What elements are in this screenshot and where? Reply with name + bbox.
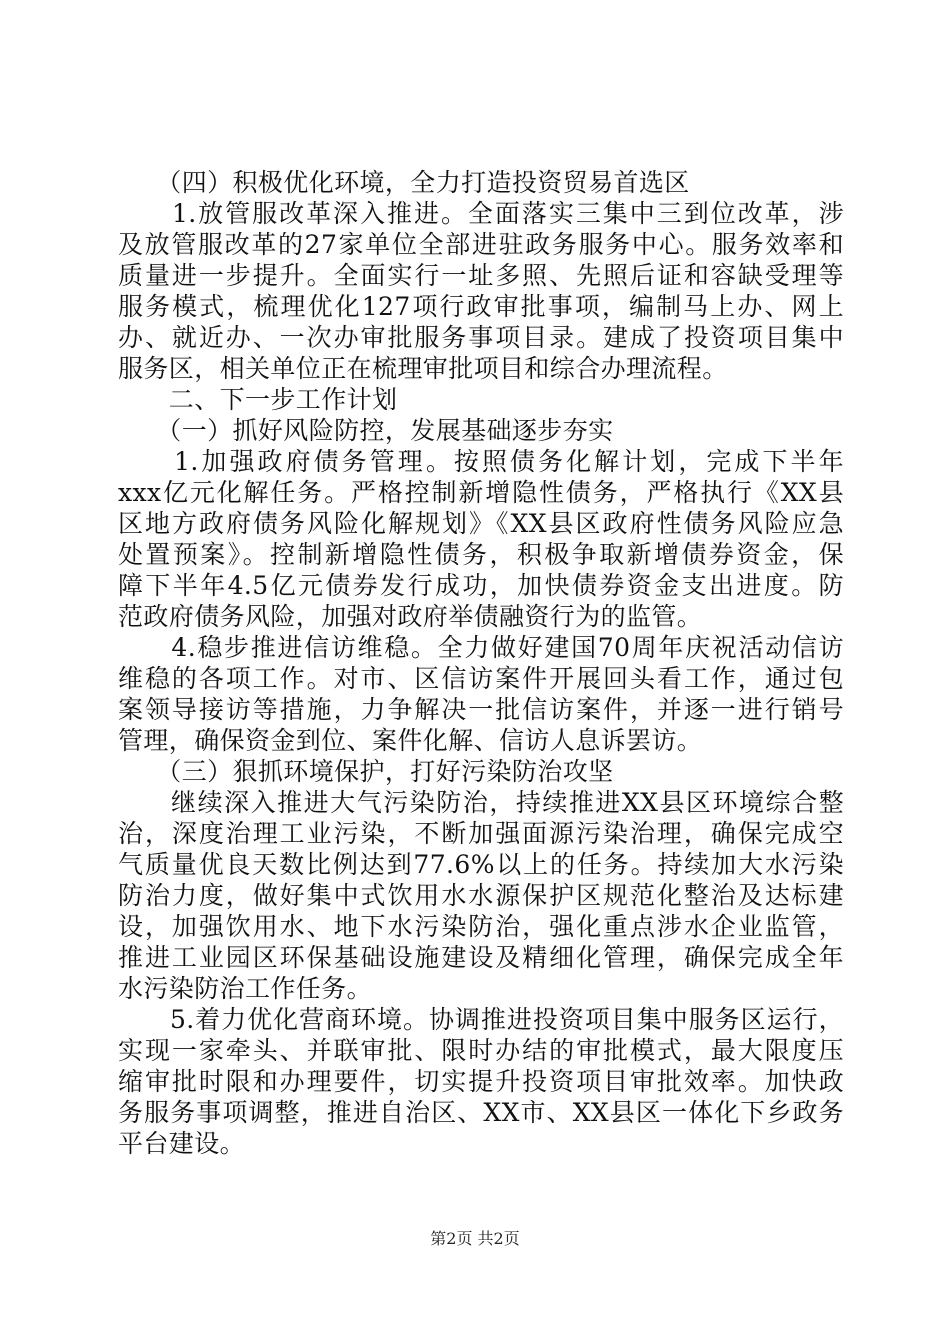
text-line: 设，加强饮用水、地下水污染防治，强化重点涉水企业监管， <box>118 912 844 941</box>
text-line: （四）积极优化环境，全力打造投资贸易首选区 <box>118 168 690 197</box>
text-line: 处置预案》。控制新增隐性债务，积极争取新增债券资金，保 <box>118 540 844 569</box>
text-line: 务服务事项调整，推进自治区、XX市、XX县区一体化下乡政务 <box>118 1098 844 1127</box>
text-line: 水污染防治工作任务。 <box>118 974 373 1003</box>
text-line: 气质量优良天数比例达到77.6%以上的任务。持续加大水污染 <box>118 850 844 879</box>
text-line: 二、下一步工作计划 <box>118 385 398 414</box>
document-body <box>118 167 844 1159</box>
text-line: 障下半年4.5亿元债券发行成功，加快债券资金支出进度。防 <box>118 571 844 600</box>
text-line: 维稳的各项工作。对市、区信访案件开展回头看工作，通过包 <box>118 664 844 693</box>
text-line: 继续深入推进大气污染防治，持续推进XX县区环境综合整 <box>118 788 844 817</box>
text-line: 管理，确保资金到位、案件化解、信访人息诉罢访。 <box>118 726 703 755</box>
text-line: 质量进一步提升。全面实行一址多照、先照后证和容缺受理等 <box>118 261 844 290</box>
text-line: 范政府债务风险，加强对政府举债融资行为的监管。 <box>118 602 703 631</box>
text-line: 办、就近办、一次办审批服务事项目录。建成了投资项目集中 <box>118 323 844 352</box>
text-line: 区地方政府债务风险化解规划》《XX县区政府性债务风险应急 <box>118 509 844 538</box>
text-line: 平台建设。 <box>118 1129 246 1158</box>
text-line: 案领导接访等措施，力争解决一批信访案件，并逐一进行销号 <box>118 695 844 724</box>
text-line: 防治力度，做好集中式饮用水水源保护区规范化整治及达标建 <box>118 881 844 910</box>
page-footer: 第2页 共2页 <box>430 1229 520 1248</box>
text-line: （三）狠抓环境保护，打好污染防治攻坚 <box>118 757 614 786</box>
text-line: 及放管服改革的27家单位全部进驻政务服务中心。服务效率和 <box>118 230 844 259</box>
text-line: xxx亿元化解任务。严格控制新增隐性债务，严格执行《XX县 <box>118 478 844 507</box>
text-line: 缩审批时限和办理要件，切实提升投资项目审批效率。加快政 <box>118 1067 844 1096</box>
text-line: 服务模式，梳理优化127项行政审批事项，编制马上办、网上 <box>118 292 844 321</box>
text-line: 5.着力优化营商环境。协调推进投资项目集中服务区运行， <box>118 1005 844 1034</box>
text-line: 1.加强政府债务管理。按照债务化解计划，完成下半年 <box>118 447 844 476</box>
text-line: 服务区，相关单位正在梳理审批项目和综合办理流程。 <box>118 354 728 383</box>
text-line: 1.放管服改革深入推进。全面落实三集中三到位改革，涉 <box>118 199 844 228</box>
text-line: （一）抓好风险防控，发展基础逐步夯实 <box>118 416 614 445</box>
text-line: 治，深度治理工业污染，不断加强面源污染治理，确保完成空 <box>118 819 844 848</box>
text-line: 推进工业园区环保基础设施建设及精细化管理，确保完成全年 <box>118 943 844 972</box>
text-line: 实现一家牵头、并联审批、限时办结的审批模式，最大限度压 <box>118 1036 844 1065</box>
text-line: 4.稳步推进信访维稳。全力做好建国70周年庆祝活动信访 <box>118 633 844 662</box>
